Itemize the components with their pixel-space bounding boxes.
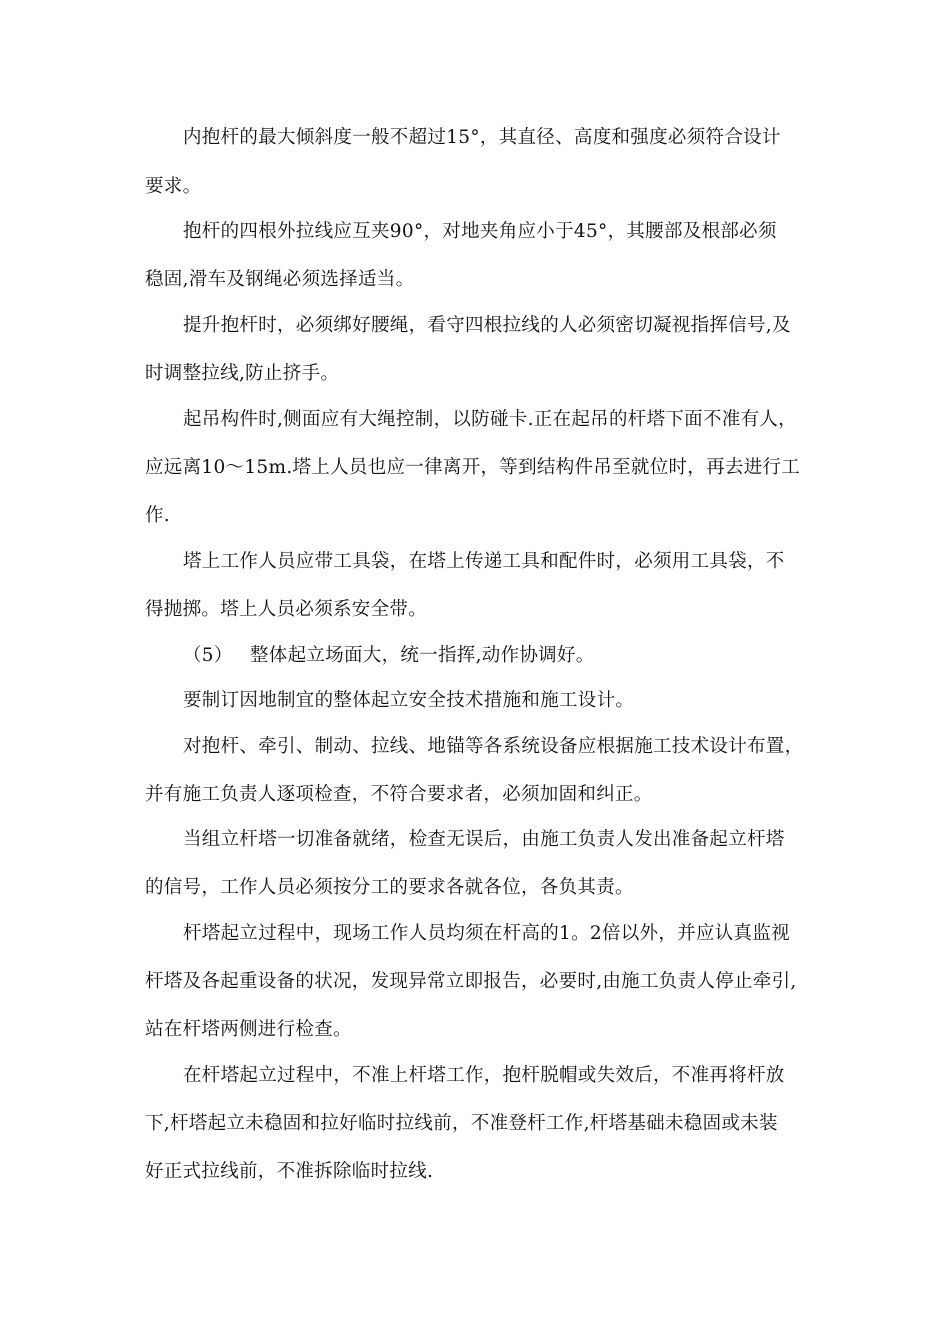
text-line: 抱杆的四根外拉线应互夹90°，对地夹角应小于45°，其腰部及根部必须 [183,221,777,242]
section-heading: 整体起立场面大，统一指挥,动作协调好。 [250,645,595,666]
text-line: 杆塔起立过程中，现场工作人员均须在杆高的1。2倍以外，并应认真监视 [183,923,790,944]
text-line: 杆塔及各起重设备的状况，发现异常立即报告，必要时,由施工负责人停止牵引, [145,971,797,992]
text-line: 得抛掷。塔上人员必须系安全带。 [145,599,428,620]
text-line: 要制订因地制宜的整体起立安全技术措施和施工设计。 [183,690,635,711]
text-line: 的信号，工作人员必须按分工的要求各就各位，各负其责。 [145,877,634,898]
text-line: 内抱杆的最大倾斜度一般不超过15°，其直径、高度和强度必须符合设计 [183,127,781,148]
text-line: 当组立杆塔一切准备就绪，检查无误后，由施工负责人发出准备起立杆塔 [183,829,785,850]
text-line: 对抱杆、牵引、制动、拉线、地锚等各系统设备应根据施工技术设计布置， [183,736,804,757]
text-line: 作. [145,505,170,526]
text-line: 起吊构件时,侧面应有大绳控制，以防碰卡.正在起吊的杆塔下面不准有人， [183,409,797,430]
text-line: 在杆塔起立过程中，不准上杆塔工作，抱杆脱帽或失效后，不准再将杆放 [183,1065,785,1086]
text-line: 下,杆塔起立未稳固和拉好临时拉线前，不准登杆工作,杆塔基础未稳固或未装 [145,1113,778,1134]
text-line: 要求。 [145,176,202,197]
text-line: 好正式拉线前，不准拆除临时拉线. [145,1161,434,1182]
text-line: 时调整拉线,防止挤手。 [145,363,340,384]
text-line: 应远离10～15m.塔上人员也应一律离开，等到结构件吊至就位时，再去进行工 [145,457,801,478]
section-number: （5） [183,645,233,666]
text-line: 站在杆塔两侧进行检查。 [145,1019,352,1040]
text-line: 并有施工负责人逐项检查，不符合要求者，必须加固和纠正。 [145,784,653,805]
text-line: 稳固,滑车及钢绳必须选择适当。 [145,269,415,290]
text-line: 塔上工作人员应带工具袋，在塔上传递工具和配件时，必须用工具袋，不 [183,551,785,572]
text-line: 提升抱杆时，必须绑好腰绳，看守四根拉线的人必须密切凝视指挥信号,及 [183,315,791,336]
